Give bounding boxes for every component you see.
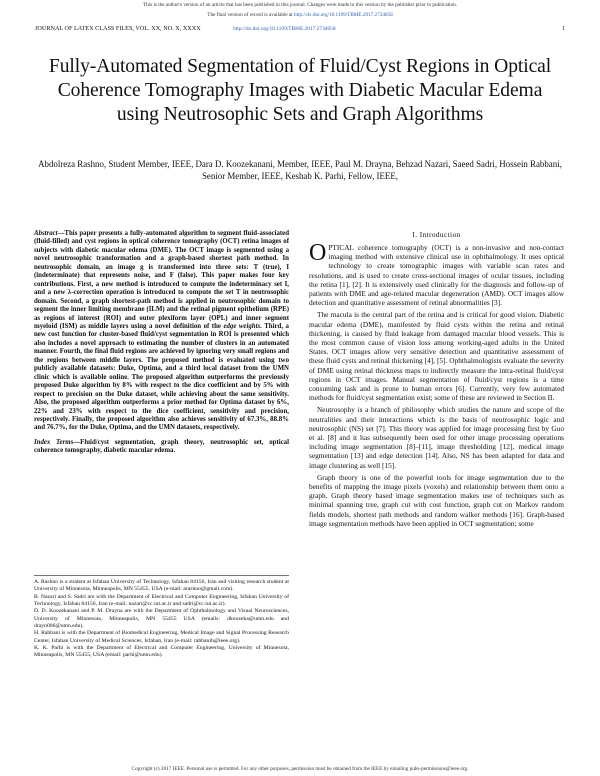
left-column [34, 230, 289, 456]
intro-paragraph: Neutrosophy is a branch of philosophy which studies the nature and scope of the neutralities and their interactions which is the basis of neutrosophic logic and neutrosophic (NS) set [7]. This theory was applied for image processing first by Guo et al. [8] and it has subsequently been used for other image processing operations including image segmentation [8]–[11], image thresholding [12], medical image segmentation [13] and edge detection [14]. Also, NS has been adapted for data and image clustering as well [15]. [309, 405, 564, 470]
abstract-text: —This paper presents a fully-automated algorithm to segment fluid-associated (fluid-filled) and cyst regions in optical coherence tomography (OCT) retina images of subjects with diabetic macular edema (DME). The OCT image is segmented using a novel neutrosophic transformation and a graph-based shortest path method. In neutrosophic domain, an image g is transformed into three sets: T (true), I (indeterminate) that represents noise, and F (false). This paper makes four key contributions. First, a new method is introduced to compute the indeterminacy set I, and a new λ-correction operation is introduced to compute the set T in neutrosophic domain. Second, a graph shortest-path method is applied in neutrosophic domain to segment the inner limiting membrane (ILM) and the retinal pigment epithelium (RPE) as regions of interest (ROI) and outer plexiform layer (OPL) and inner segment myeloid (ISM) as middle layers using a novel definition of the [34, 230, 289, 330]
drop-cap: O [309, 240, 327, 266]
footnote: H. Rabbani is with the Department of Biomedical Engineering, Medical Image and Signal Processing Research Center, Isfahan University of Medical Sciences, Isfahan, Iran (e-mail: rabbanih@ieee.org). [34, 630, 289, 644]
section-heading-introduction: I. Introduction [412, 230, 461, 239]
footnote: K. K. Parhi is with the Department of Electrical and Computer Engineering, University of Minnesota, Minneapolis, MN 55455, USA (email: parhi@umn.edu). [34, 645, 289, 659]
running-head [35, 25, 565, 33]
running-head-doi-link[interactable]: http://dx.doi.org/10.1109/TBME.2017.2734058 [233, 26, 336, 32]
intro-paragraph: The macula is the central part of the retina and is critical for good vision. Diabetic macular edema (DME), manifested by fluid cysts within the retina and retinal thickening, is caused by fluid leakage from damaged macular blood vessels. This is the most common cause of vision loss among working-aged adults in the United States. OCT images allow very sensitive detection and quantitative assessment of these fluid cysts and retinal thickening [4], [5]. Ophthalmologists evaluate the severity of DME using retinal thickness maps to indirectly measure the intra-retinal fluid/cyst regions in OCT images. Manual segmentation of fluid/cyst regions is a time consuming task and is prone to human errors [6]. Currently, very few automated methods for fluid/cyst segmentation exist; some of these are reviewed in Section II. [309, 310, 564, 403]
footnote: B. Nazari and S. Sadri are with the Department of Electrical and Computer Engineering, Isfahan University of Technology, Isfahan 84156, Iran (e-mail: nazari@cc.iut.ac.ir and sadri@cc.iut.ac.ir). [34, 593, 289, 607]
intro-paragraph [309, 240, 564, 308]
intro-paragraph-text: coherence tomography (OCT) is a non-invasive and non-contact imaging method with extensive clinical use in ophthalmology. It uses optical technology to create tomographic images with variable scan rates and resolutions, and is used to create cross-sectional images of ocular tissues, including the retina [1], [2]. It is extensively used clinically for the diagnosis and follow-up of patients with DME and age-related macular degeneration (AMD). OCT images allow detection and quantitative assessment of retinal abnormalities [3]. [309, 243, 564, 308]
author-list: Abdolreza Rashno, Student Member, IEEE, Dara D. Koozekanani, Member, IEEE, Paul M. Drayna, Behzad Nazari, Saeed Sadri, Hossein Rabbani, Senior Member, IEEE, Keshab K. Parhi, Fellow, IEEE, [38, 159, 562, 181]
abstract [34, 230, 289, 433]
footnote: D. D. Koozekanani and P. M. Drayna are with the Department of Ophthalmology and Visual Neurosciences, University of Minnesota, Minneapolis, MN 55455 USA (emails: dkoozeka@umn.edu and drayn006@umn.edu). [34, 608, 289, 629]
publisher-notice: This is the author's version of an article that has been published in this journal. Changes were made to this version by the publisher prior to publication. [142, 2, 458, 8]
intro-lead-word: PTICAL [328, 243, 354, 252]
version-of-record-label: The final version of record is available at [207, 12, 293, 18]
paper-title: Fully-Automated Segmentation of Fluid/Cyst Regions in Optical Coherence Tomography Images with Diabetic Macular Edema using Neutrosophic Sets and Graph Algorithms [48, 56, 552, 125]
abstract-label: Abstract [34, 230, 58, 237]
abstract-text-continued: . Third, a new cost function for cluster-based fluid/cyst segmentation in ROI is presented which also includes a novel approach to estimating the number of clusters in an automated manner. Fourth, the final fluid regions are achieved by ignoring very small regions and the regions between middle layers. The proposed method is evaluated using two publicly available datasets: Duke, Optima, and a third local dataset from the UMN clinic which is available online. The proposed algorithm outperforms the previously proposed Duke algorithm by 8% with respect to the dice coefficient and by 5% with respect to precision on the Duke dataset, while achieving about the same sensitivity. Also, the proposed algorithm outperforms a prior method for Optima dataset by 6%, 22% and 23% with respect to the dice coefficient, sensitivity and precision, respectively. Finally, the proposed algorithm also achieves sensitivity of 67.3%, 88.8% and 76.7%, for the Duke, Optima, and the UMN datasets, respectively. [34, 322, 289, 432]
right-column [309, 230, 564, 531]
journal-name: JOURNAL OF LATEX CLASS FILES, VOL. XX, NO. X, XXXX [35, 25, 201, 32]
version-of-record-note [0, 12, 600, 19]
index-terms-label: Index Terms [34, 438, 74, 446]
intro-paragraph: Graph theory is one of the powerful tools for image segmentation due to the benefits of mapping the image pixels (voxels) and relationship between them onto a graph. Graph theory based image segmentation makes use of techniques such as minimal spanning tree, graph cut with cost function, graph cut on Markov random fields models, shortest path methods and random walker methods [16]. Graph-based image segmentation methods have been applied in OCT segmentation; some [309, 472, 564, 528]
version-of-record-doi-link[interactable]: http://dx.doi.org/10.1109/TBME.2017.2734058 [294, 12, 393, 18]
author-affiliations [34, 575, 289, 660]
index-terms [34, 439, 289, 456]
page-number: 1 [561, 25, 565, 32]
footnote: A. Rashno is a student at Isfahan University of Technology, Isfahan 84156, Iran and visiting research student at University of Minnesota, Minneapolis, MN 55455, USA (e-mail: arashno@gmail.com). [34, 579, 289, 593]
copyright-notice: Copyright (c) 2017 IEEE. Personal use is permitted. For any other purposes, permission must be obtained from the IEEE by emailing pubs-permissions@ieee.org. [131, 766, 469, 772]
index-terms-text: —Fluid/cyst segmentation, graph theory, neutrosophic set, optical coherence tomography, diabetic macular edema. [34, 438, 289, 455]
abstract-edge-weights: edge weights [223, 322, 261, 330]
